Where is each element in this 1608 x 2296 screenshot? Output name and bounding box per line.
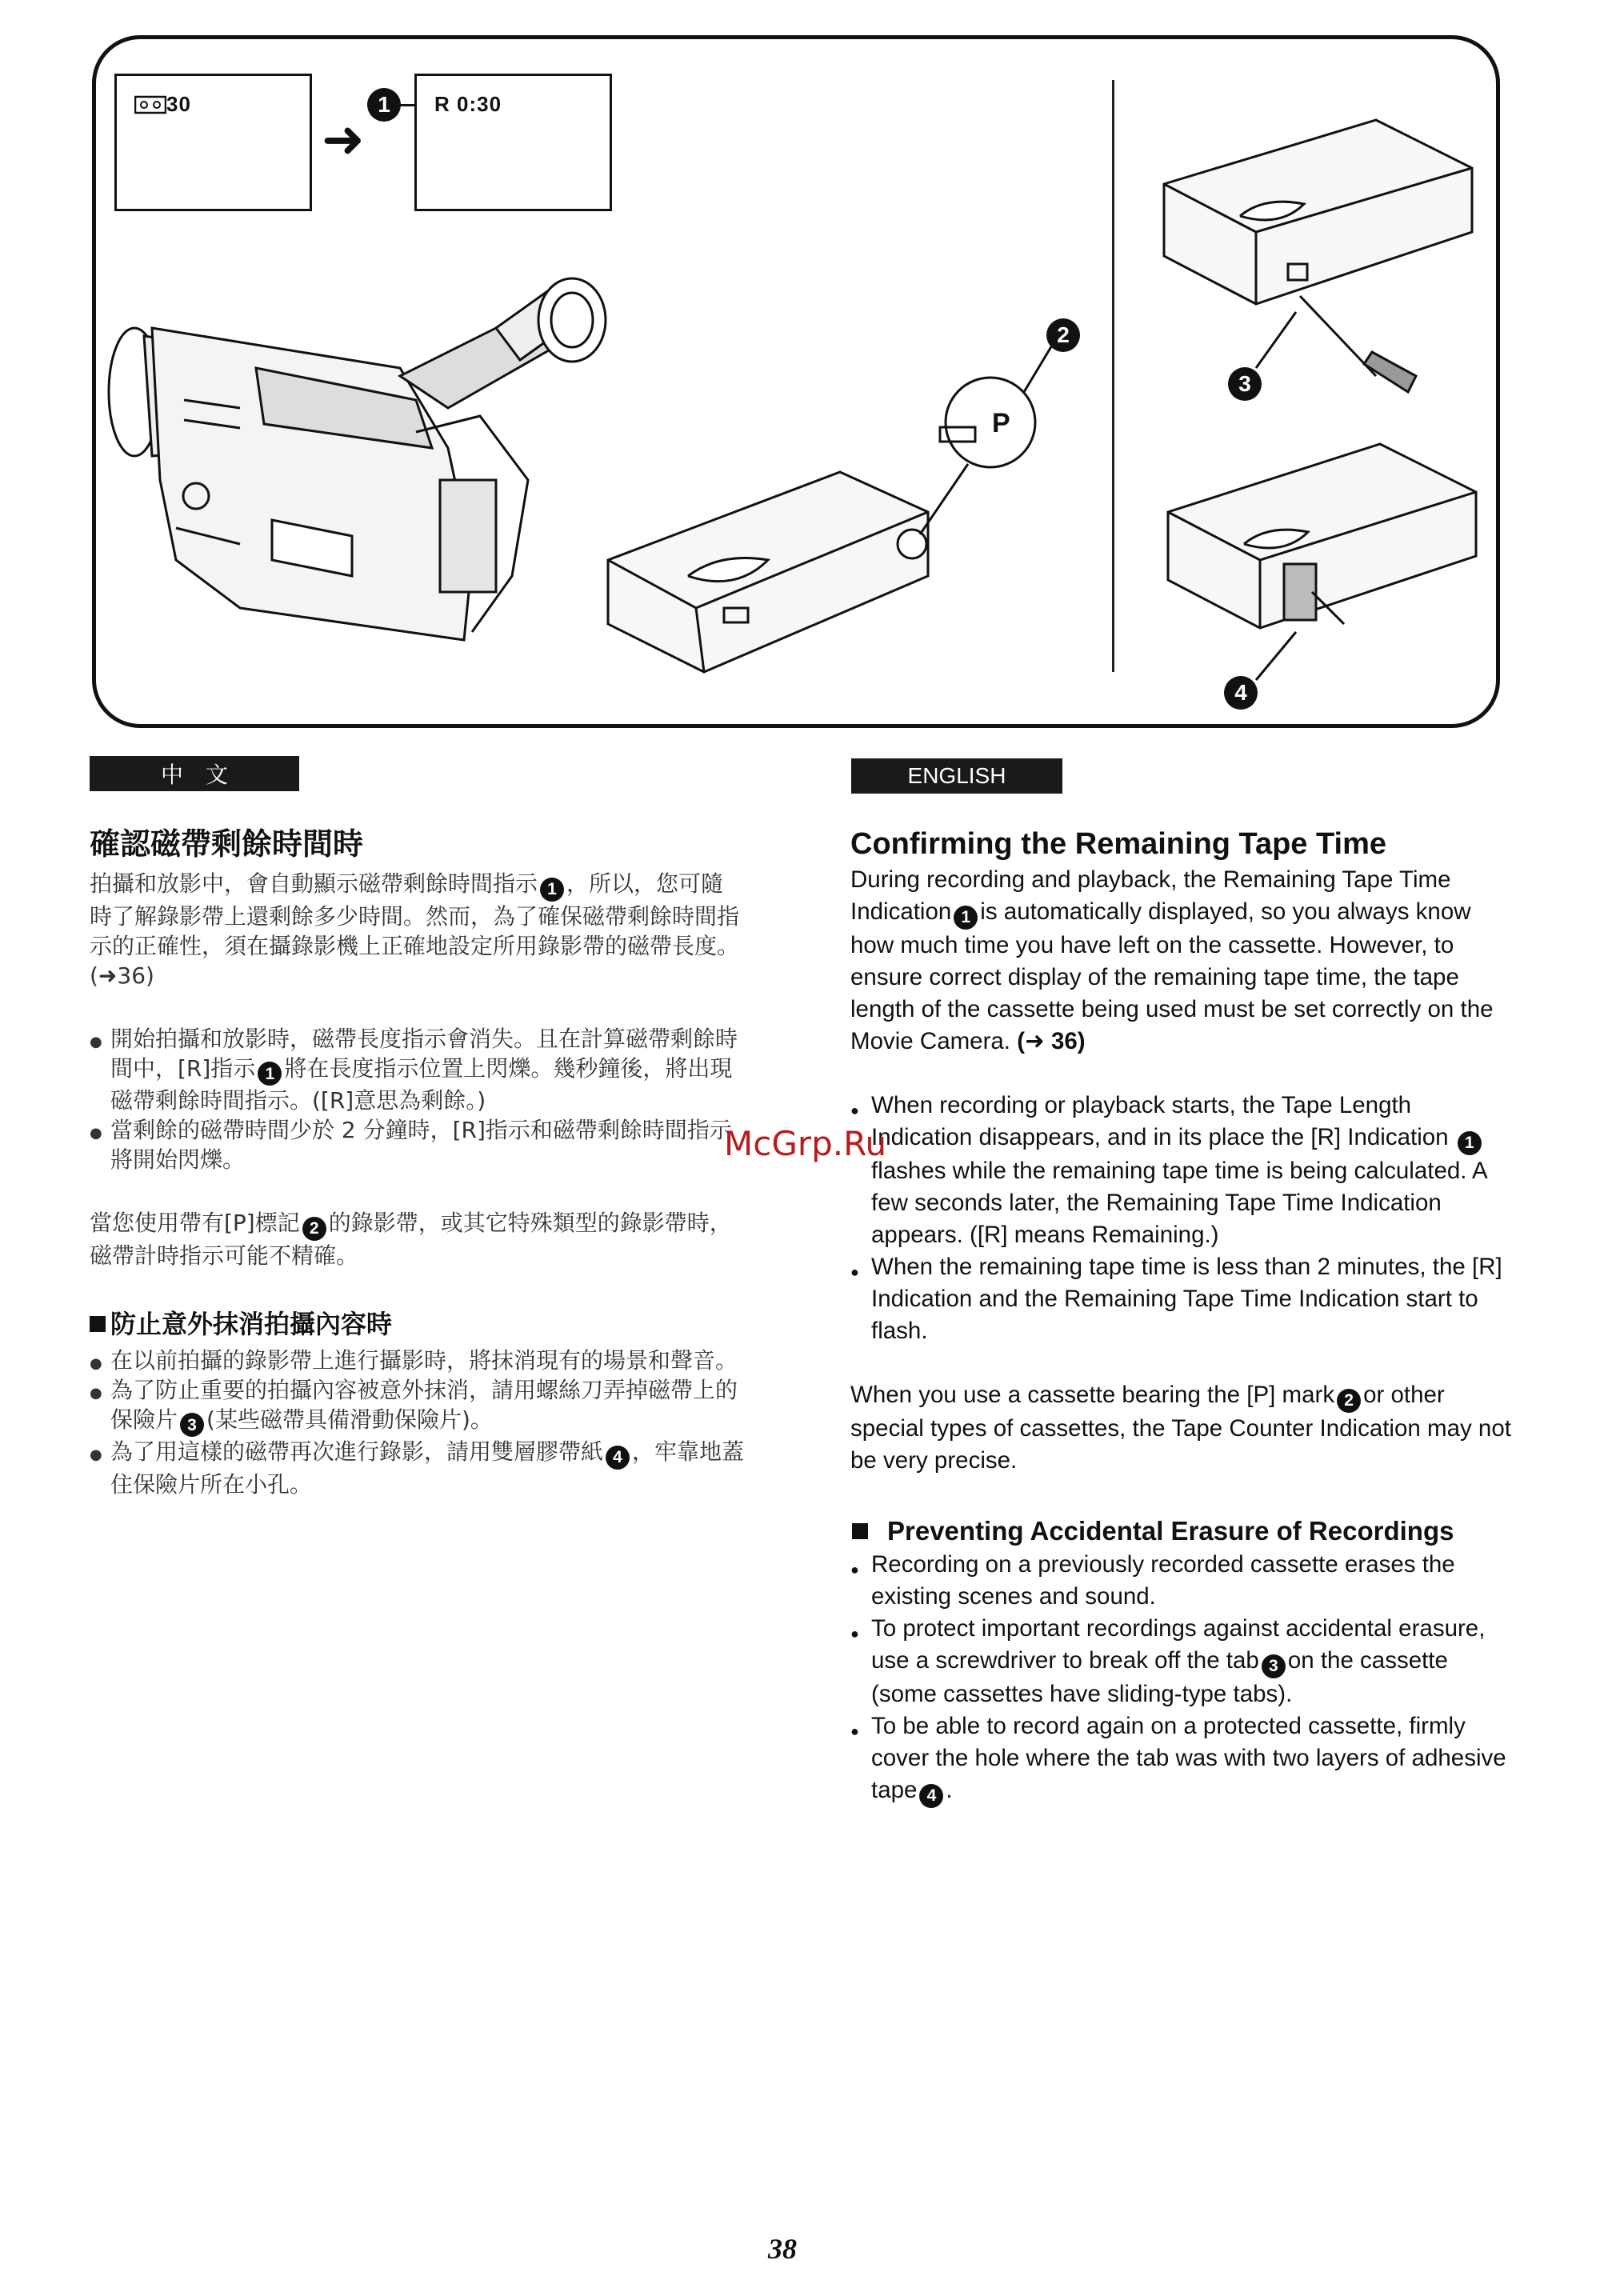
list-item: ● 在以前拍攝的錄影帶上進行攝影時，將抹消現有的場景和聲音。 [90,1346,746,1375]
callout-3-inline: 3 [180,1413,204,1437]
callout-1-inline: 1 [954,906,978,930]
english-note: When you use a cassette bearing the [P] mark 2 or other special types of cassettes, the Tape Counter Indication may not be very precise. [850,1382,1511,1474]
callout-1: 1 [367,88,401,122]
list-item: ● 為了防止重要的拍攝內容被意外抹消，請用螺絲刀弄掉磁帶上的保險片 3 (某些磁帶具備滑動保險片)。 [90,1375,746,1438]
callout-1-inline: 1 [540,878,564,902]
watermark: McGrp.Ru [724,1124,887,1163]
callout-2-inline: 2 [1337,1389,1361,1413]
english-sub-bullets [850,1549,1514,1808]
callout-2: 2 [1046,318,1080,352]
remaining-time-readout: R 0:30 [434,92,502,116]
callout-1-inline: 1 [1458,1131,1482,1155]
english-section-tag: ENGLISH [851,758,1062,794]
list-item: ● To protect important recordings against accidental erasure, use a screwdriver to break off the tab 3 on the cassette (some cassettes have sliding-type tabs). [850,1613,1514,1710]
cassette-p-mark-drawing [608,336,1058,672]
english-column [850,824,1514,1808]
page-number: 38 [768,2233,797,2265]
callout-3: 3 [1228,367,1262,401]
chinese-intro: 拍攝和放影中，會自動顯示磁帶剩餘時間指示 1 ，所以，您可隨時了解錄影帶上還剩餘多少時間。然而，為了確保磁帶剩餘時間指示的正確性，須在攝錄影機上正確地設定所用錄影帶的磁帶長度。(➜36) [90,870,740,989]
chinese-column [90,824,746,1499]
english-subtitle: Preventing Accidental Erasure of Recordings [850,1514,1514,1549]
list-item: ● 當剩餘的磁帶時間少於 2 分鐘時，[R]指示和磁帶剩餘時間指示將開始閃爍。 [90,1115,746,1174]
cassette-tab-drawing [1164,120,1472,392]
chinese-bullets [90,1024,746,1175]
callout-4: 4 [1224,676,1258,710]
list-item: ● When the remaining tape time is less than 2 minutes, the [R] Indication and the Remaining Tape Time Indication start to flash. [850,1251,1514,1347]
camcorder-drawing [109,278,606,640]
tape-time-readout: 30 [166,92,191,116]
chinese-title: 確認磁帶剩餘時間時 [90,826,364,862]
callout-4-inline: 4 [606,1446,630,1470]
cassette-tape-drawing [1168,444,1476,680]
callout-3-inline: 3 [1262,1654,1286,1678]
camera-and-cassette-drawings [0,0,1608,736]
list-item: ● Recording on a previously recorded cassette erases the existing scenes and sound. [850,1549,1514,1613]
english-intro: During recording and playback, the Remaining Tape Time Indication 1 is automatically displayed, so you always know how much time you have left on the cassette. However, to ensure correct display of the remaining tape time, the tape length of the cassette being used must be set correctly on the Movie Camera. (➜ 36) [850,866,1494,1054]
chinese-note: 當您使用帶有[P]標記 2 的錄影帶，或其它特殊類型的錄影帶時，磁帶計時指示可能不精確。 [90,1210,732,1269]
square-bullet-icon [90,1316,106,1332]
list-item: ● 為了用這樣的磁帶再次進行錄影，請用雙層膠帶紙 4 ，牢靠地蓋住保險片所在小孔。 [90,1437,746,1499]
english-title: Confirming the Remaining Tape Time [850,827,1386,861]
p-mark-label: P [992,408,1010,438]
chinese-sub-bullets [90,1346,746,1499]
list-item: ● When recording or playback starts, the Tape Length Indication disappears, and in its place the [R] Indication 1flashes while the remaining tape time is being calculated. A few seconds later, the Remaining Tape Time Indication appears. ([R] means Remaining.) [850,1090,1514,1251]
english-bullets [850,1090,1514,1347]
callout-2-inline: 2 [302,1217,326,1241]
list-item: ● 開始拍攝和放影時，磁帶長度指示會消失。且在計算磁帶剩餘時間中，[R]指示 1 將在長度指示位置上閃爍。幾秒鐘後，將出現磁帶剩餘時間指示。([R]意思為剩餘。) [90,1024,746,1116]
chinese-section-tag: 中 文 [90,756,299,791]
callout-4-inline: 4 [919,1784,943,1808]
chinese-subtitle: 防止意外抹消拍攝內容時 [90,1307,746,1341]
list-item: ● To be able to record again on a protected cassette, firmly cover the hole where the tab was with two layers of adhesive tape 4 . [850,1710,1514,1808]
callout-1-inline: 1 [258,1062,282,1086]
square-bullet-icon [852,1523,868,1539]
right-arrow-icon: ➜ [322,110,365,168]
